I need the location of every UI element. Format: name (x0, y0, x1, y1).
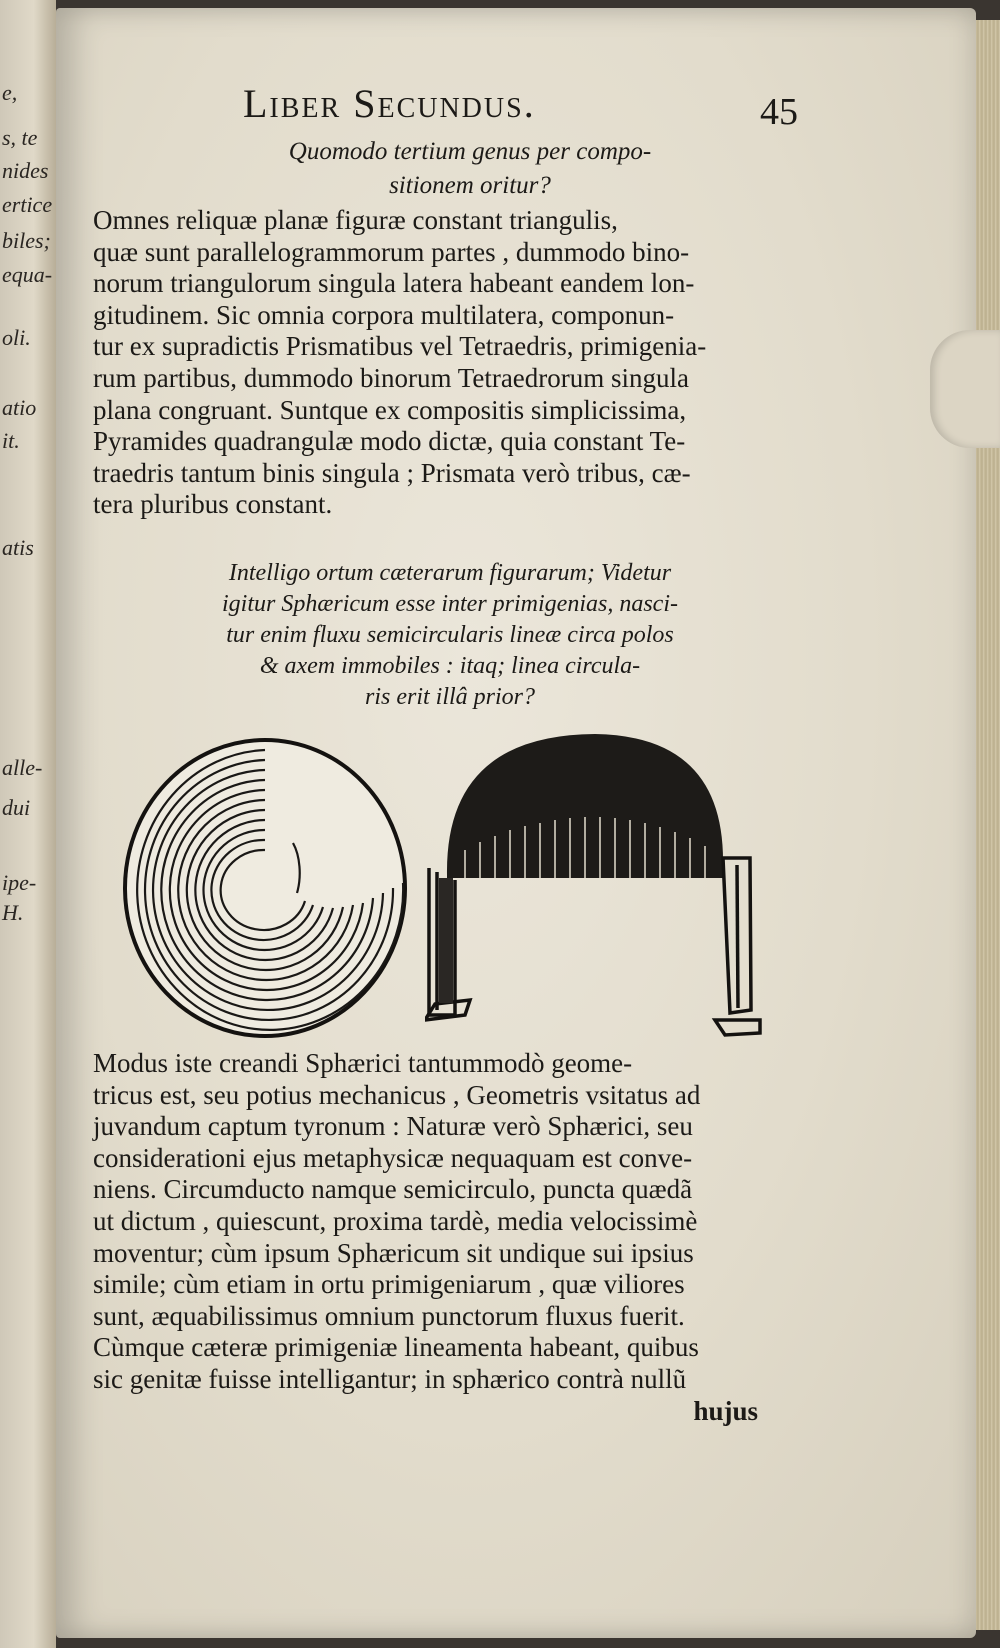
margin-fragment: s, te (2, 125, 38, 150)
text-line: simile; cùm etiam in ortu primigeniarum , quæ viliores (93, 1269, 685, 1300)
margin-fragment: equa- (2, 262, 53, 287)
text-line: quæ sunt parallelogrammorum partes , dummodo bino- (93, 236, 690, 267)
margin-fragment: nides (2, 158, 49, 183)
text-line: gitudinem. Sic omnia corpora multilatera, componun- (93, 299, 675, 330)
margin-fragment: e, (2, 80, 18, 105)
margin-fragment: alle- (2, 755, 43, 780)
text-line: hujus (693, 1395, 758, 1426)
margin-fragment: ertice (2, 192, 53, 217)
margin-fragment: atis (2, 535, 34, 560)
margin-fragment: H. (2, 900, 24, 925)
margin-fragment: dui (2, 795, 31, 820)
margin-fragment: ipe- (2, 870, 37, 895)
text-line: Cùmque cæteræ primigeniæ lineamenta habeant, quibus (93, 1332, 699, 1363)
text-line: Omnes reliquæ planæ figuræ constant triangulis, (93, 205, 618, 235)
text-line: Pyramides quadrangulæ modo dictæ, quia constant Te- (93, 426, 686, 457)
hemisphere-woodcut-illustration (425, 730, 780, 1055)
text-line: tera pluribus constant. (93, 489, 333, 520)
text-line: plana congruant. Suntque ex compositis simplicissima, (93, 394, 687, 425)
text-line: ut dictum , quiescunt, proxima tardè, media velocissimè (93, 1205, 698, 1236)
text-line: norum triangulorum singula latera habeant eandem lon- (93, 268, 695, 299)
text-line: tur ex supradictis Prismatibus vel Tetraedris, primigenia- (93, 331, 707, 362)
margin-fragment: oli. (2, 325, 31, 350)
page-number: 45 (760, 91, 798, 133)
text-line: rum partibus, dummodo binorum Tetraedrorum singula (93, 362, 690, 393)
text-line: tricus est, seu potius mechanicus , Geometris vsitatus ad (93, 1079, 701, 1110)
text-line: considerationi ejus metaphysicæ nequaquam est conve- (93, 1142, 693, 1173)
text-line: sunt, æquabilissimus omnium punctorum fluxus fuerit. (93, 1300, 685, 1331)
margin-fragment: atio (2, 395, 37, 420)
text-line: Modus iste creandi Sphærici tantummodò geome- (93, 1048, 633, 1078)
facing-page-edge (0, 0, 56, 1648)
text-line: sic genitæ fuisse intelligantur; in sphærico contrà nullũ (93, 1363, 687, 1394)
page-clip-tab (930, 330, 1000, 448)
question-heading-2: Intelligo ortum cæterarum figurarum; Videtur igitur Sphæricum esse inter primigenias, nasci- tur enim fluxu semicircularis lineæ circa polos & axem immobiles : itaq; linea circula- ris erit illâ prior? (222, 560, 678, 710)
sphere-woodcut-illustration (115, 733, 415, 1043)
question-heading-1: Quomodo tertium genus per compo- sitionem oritur? (288, 138, 652, 199)
text-line: juvandum captum tyronum : Naturæ verò Sphærici, seu (93, 1111, 693, 1142)
running-header: Liber Secundus. (243, 81, 536, 126)
text-line: traedris tantum binis singula ; Prismata verò tribus, cæ- (93, 457, 691, 488)
text-line: niens. Circumducto namque semicirculo, puncta quædã (93, 1174, 693, 1205)
margin-fragment: it. (2, 428, 20, 453)
margin-fragment: biles; (2, 228, 51, 253)
text-line: moventur; cùm ipsum Sphæricum sit undique sui ipsius (93, 1237, 694, 1268)
paragraph-1 (93, 205, 773, 521)
paragraph-2 (93, 1048, 773, 1427)
